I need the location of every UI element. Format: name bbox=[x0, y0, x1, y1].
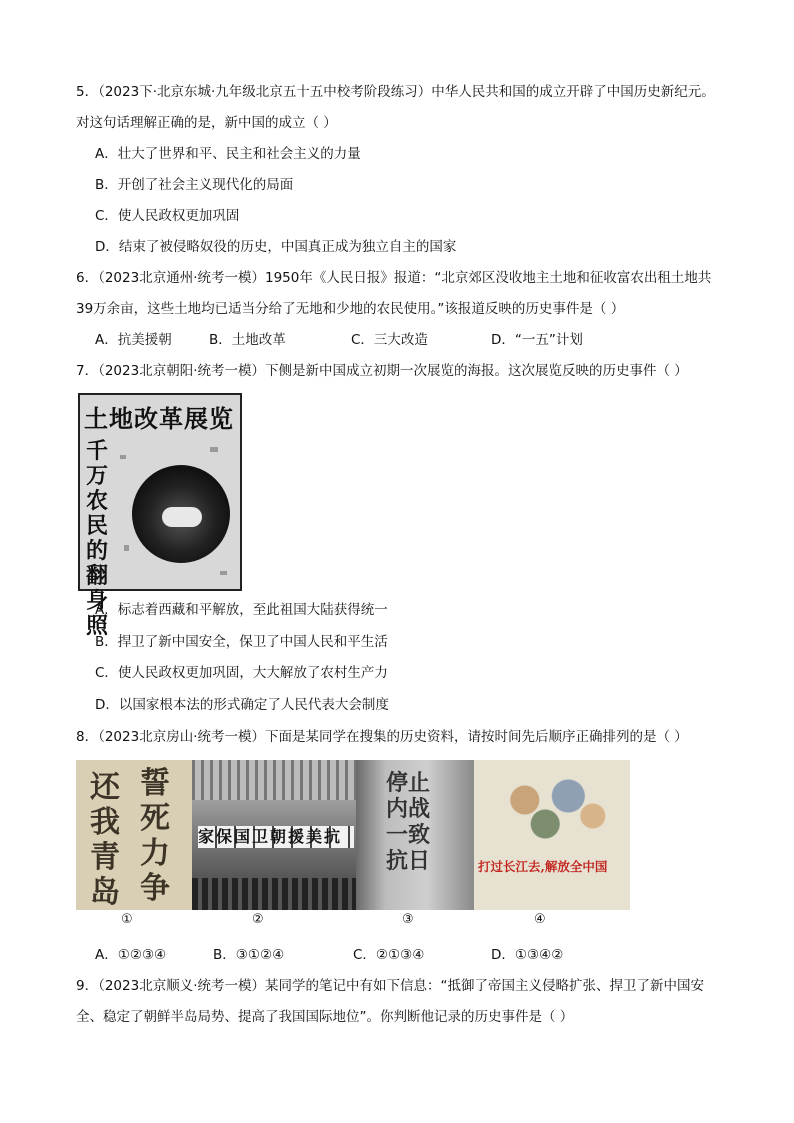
q8-stem: 8．（2023北京房山·统考一模）下面是某同学在搜集的历史资料，请按时间先后顺序正确排列的是（ ） bbox=[76, 729, 688, 745]
parade-placards: 家保国卫朝援美抗 bbox=[198, 826, 354, 848]
q7-option-a: A．标志着西藏和平解放，至此祖国大陆获得统一 bbox=[95, 602, 388, 618]
q9-stem-line1: 9．（2023北京顺义·统考一模）某同学的笔记中有如下信息：“抵御了帝国主义侵略扩张、捍卫了新中国安 bbox=[76, 978, 704, 994]
q5-option-b: B．开创了社会主义现代化的局面 bbox=[95, 177, 294, 193]
wall-slogan-image bbox=[356, 760, 474, 910]
q9-stem-line2: 全、稳定了朝鲜半岛局势、提高了我国国际地位”。你判断他记录的历史事件是（ ） bbox=[76, 1009, 574, 1025]
image3-caption: ③ bbox=[402, 912, 414, 927]
q7-option-b: B．捍卫了新中国安全，保卫了中国人民和平生活 bbox=[95, 634, 388, 650]
wall-slogan-text: 停止内战一致抗日 bbox=[386, 770, 431, 874]
propaganda-slogan: 打过长江去,解放全中国 bbox=[478, 859, 608, 874]
q5-stem-line1: 5．（2023下·北京东城·九年级北京五十五中校考阶段练习）中华人民共和国的成立开辟了中国历史新纪元。 bbox=[76, 84, 715, 100]
image2-caption: ② bbox=[252, 912, 264, 927]
poster-title: 土地改革展览 bbox=[84, 404, 234, 433]
q8-option-a: A．①②③④ bbox=[95, 947, 167, 963]
image4-caption: ④ bbox=[534, 912, 546, 927]
q8-option-d: D．①③④② bbox=[491, 947, 564, 963]
q6-option-b: B．土地改革 bbox=[209, 332, 286, 348]
calligraphy-image bbox=[76, 760, 192, 910]
q6-option-d: D．“一五”计划 bbox=[491, 332, 583, 348]
parade-photo-image bbox=[192, 760, 356, 910]
propaganda-poster-image bbox=[474, 760, 630, 910]
poster-hand-graphic bbox=[162, 507, 202, 527]
q5-option-c: C．使人民政权更加巩固 bbox=[95, 208, 240, 224]
poster-side-text: 千万农民的翻身照 bbox=[86, 438, 109, 639]
q6-stem-line2: 39万余亩，这些土地均已适当分给了无地和少地的农民使用。”该报道反映的历史事件是（ ） bbox=[76, 301, 625, 317]
q6-stem-line1: 6．（2023北京通州·统考一模）1950年《人民日报》报道：“北京郊区没收地主土地和征收富农出租土地共 bbox=[76, 270, 712, 286]
q7-stem: 7．（2023北京朝阳·统考一模）下侧是新中国成立初期一次展览的海报。这次展览反映的历史事件（ ） bbox=[76, 363, 688, 379]
image1-caption: ① bbox=[121, 912, 133, 927]
calligraphy-right-column: 誓死力争 bbox=[140, 766, 170, 906]
calligraphy-left-column: 还我青岛 bbox=[90, 770, 120, 910]
q8-option-b: B．③①②④ bbox=[213, 947, 285, 963]
q5-option-a: A．壮大了世界和平、民主和社会主义的力量 bbox=[95, 146, 361, 162]
q8-option-c: C．②①③④ bbox=[353, 947, 425, 963]
q6-option-a: A．抗美援朝 bbox=[95, 332, 172, 348]
q7-option-d: D．以国家根本法的形式确定了人民代表大会制度 bbox=[95, 697, 389, 713]
q5-stem-line2: 对这句话理解正确的是，新中国的成立（ ） bbox=[76, 115, 337, 131]
q6-option-c: C．三大改造 bbox=[351, 332, 428, 348]
q5-option-d: D．结束了被侵略奴役的历史，中国真正成为独立自主的国家 bbox=[95, 239, 457, 255]
q7-option-c: C．使人民政权更加巩固，大大解放了农村生产力 bbox=[95, 665, 388, 681]
